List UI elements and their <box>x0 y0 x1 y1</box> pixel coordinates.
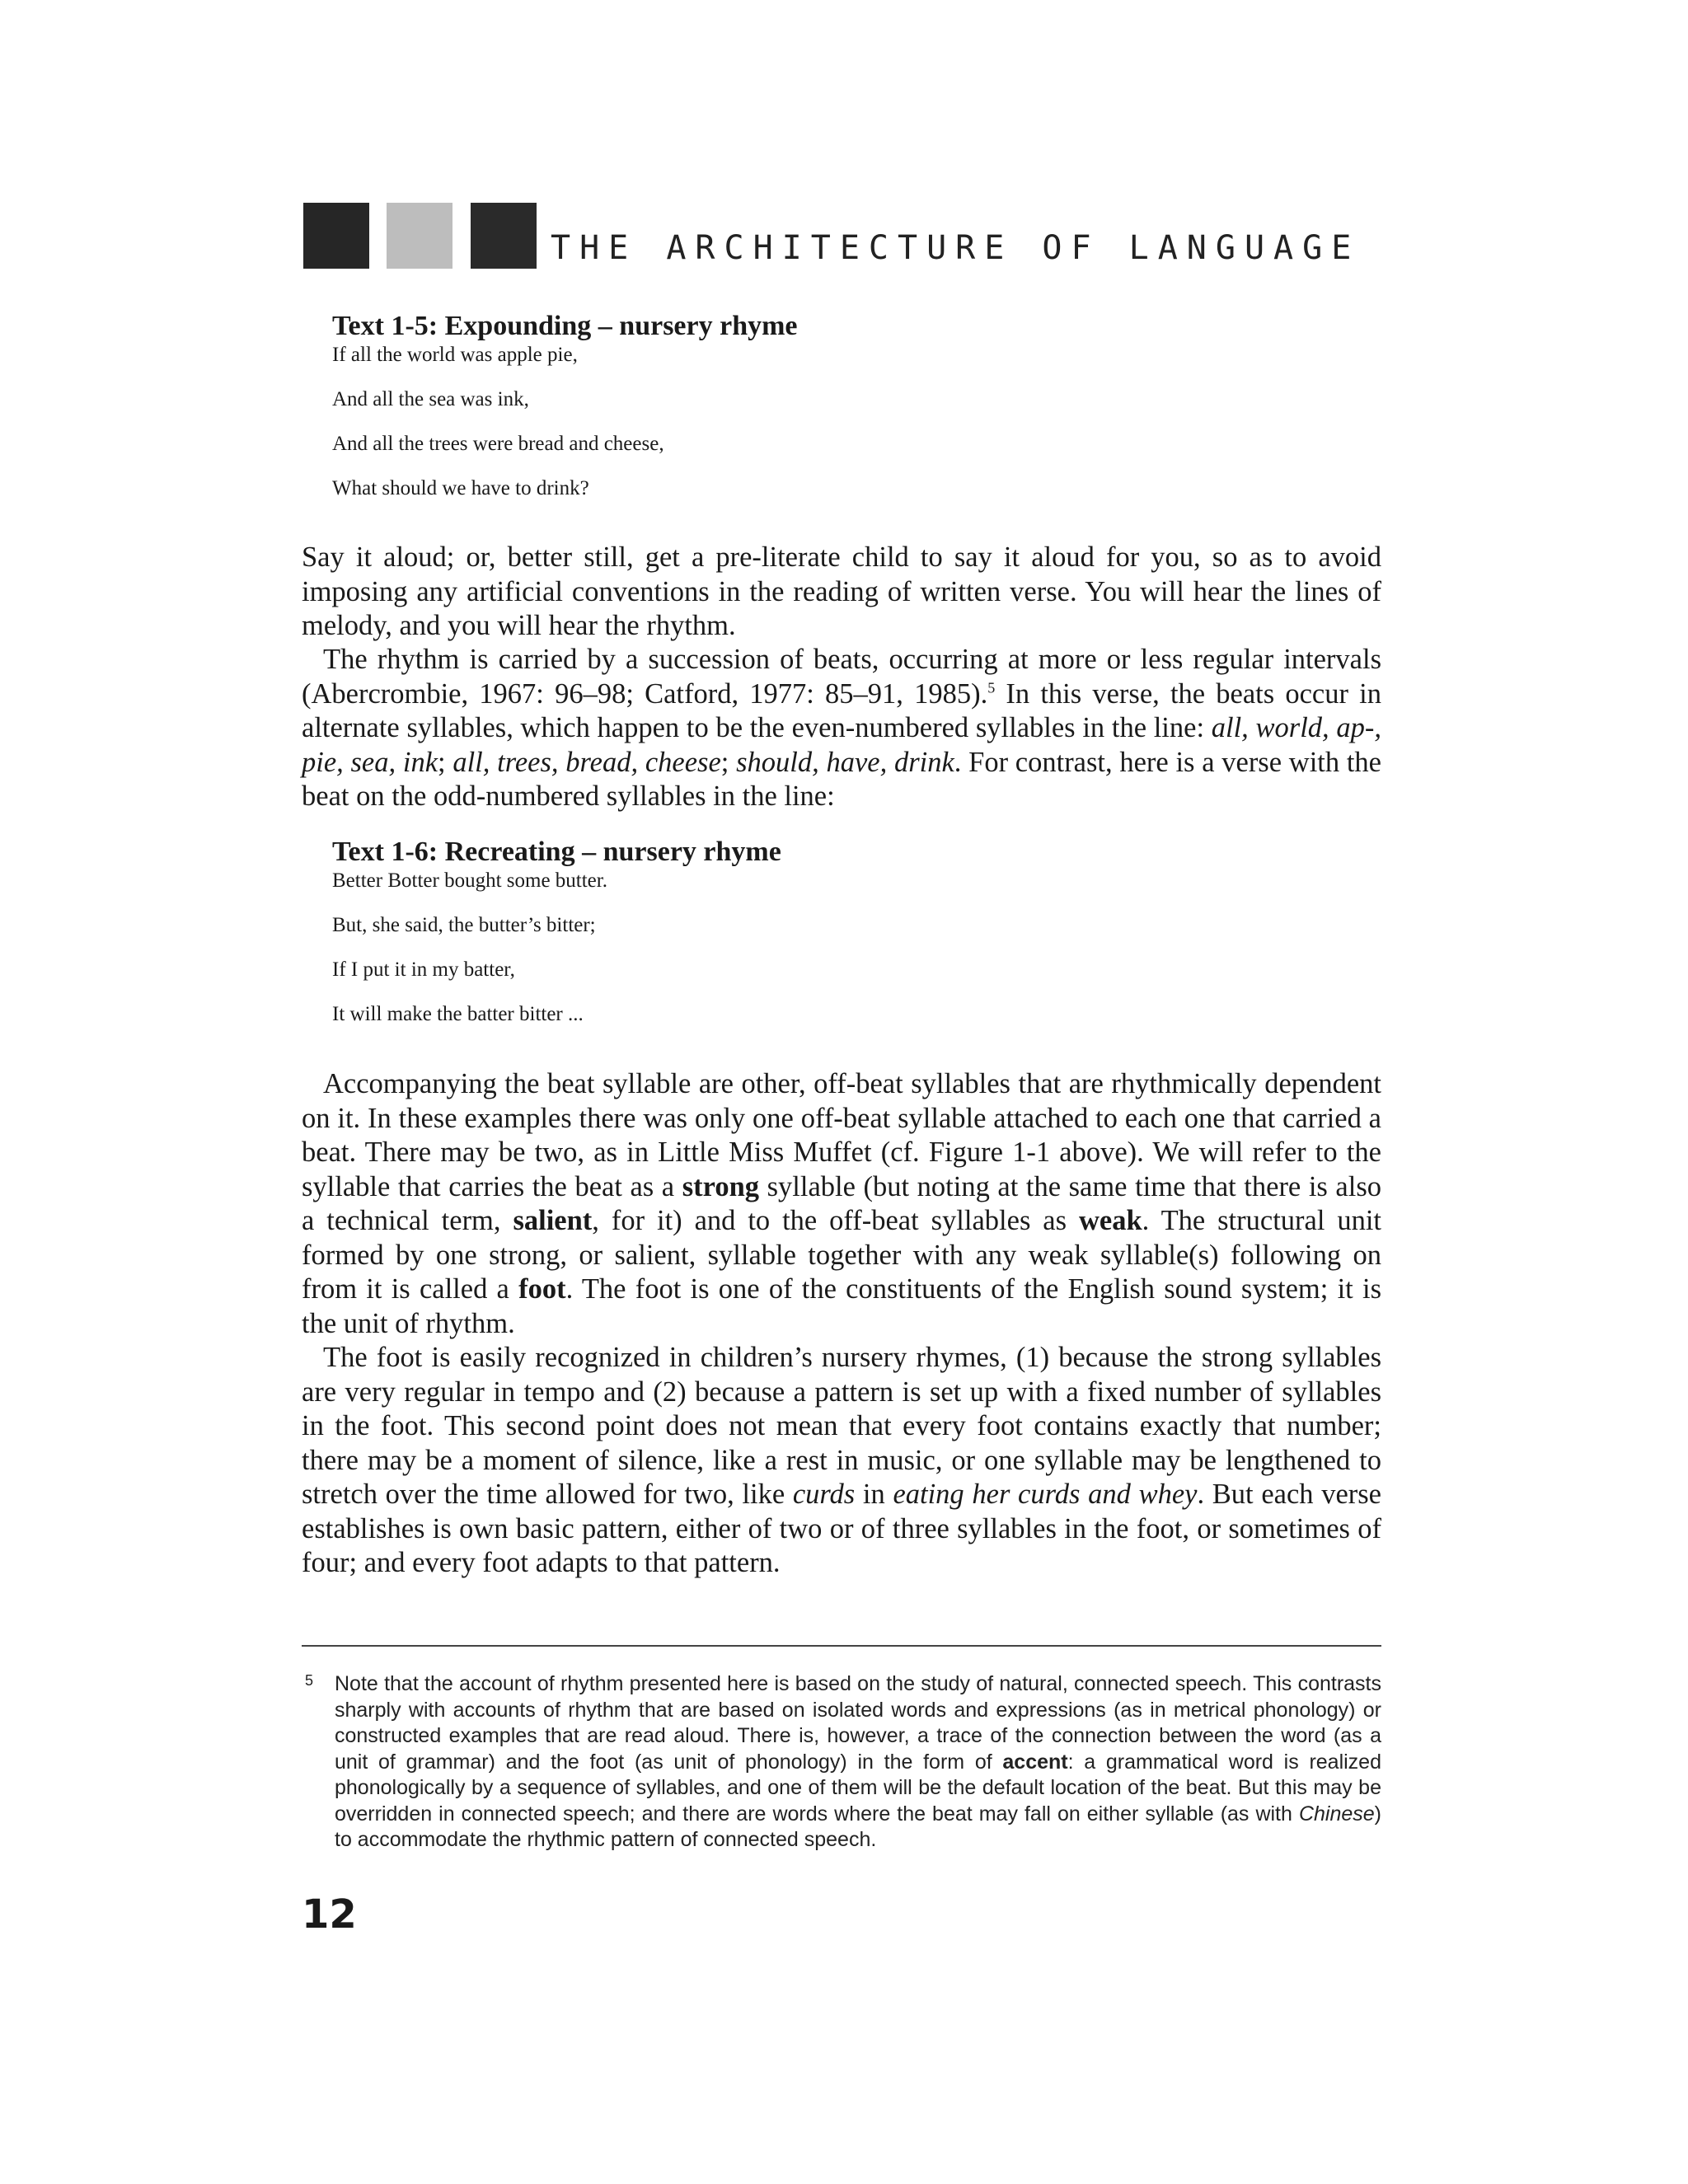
paragraph-text: In this verse, the beats occur in alternate syllables, which happen to be the even-numbered syllables in the line: <box>302 677 1381 743</box>
emphasis: curds <box>792 1479 856 1510</box>
term-bold: salient <box>513 1205 593 1236</box>
emphasis: all, world, ap-, pie, sea, ink <box>302 712 1382 778</box>
emphasis: should, have, drink <box>736 746 954 778</box>
running-title: THE ARCHITECTURE OF LANGUAGE <box>551 229 1361 267</box>
footnote-number: 5 <box>305 1672 314 1689</box>
paragraph-text: . The foot is one of the constituents of the English sound system; it is the unit of rhythm. <box>302 1273 1381 1339</box>
running-header <box>303 203 1375 269</box>
footnote-text-part: Note that the account of rhythm presented here is based on the study of natural, connected speech. This contrasts sharply with accounts of rhythm that are based on isolated words and expressions (as in metrical phonology) or constructed examples that are read aloud. There is, however, a trace of the connection between the word (as a unit of grammar) and the foot (as unit of phonology) in the form of <box>335 1672 1381 1774</box>
paragraph-text: . The structural unit formed by one strong, or salient, syllable together with any weak syllable(s) following on from it is called a <box>302 1205 1382 1305</box>
term-bold: accent <box>1002 1750 1068 1774</box>
verse-title: Text 1-6: Recreating – nursery rhyme <box>332 837 781 867</box>
verse-text-1-6 <box>332 836 1404 1027</box>
verse-line: It will make the batter bitter ... <box>332 1003 584 1025</box>
body-paragraph <box>302 541 1381 644</box>
term-bold: strong <box>682 1170 760 1202</box>
paragraph-text: . But each verse establishes is own basic pattern, either of two or of three syllables in the foot, or sometimes of four; and every foot adapts to that pattern. <box>302 1479 1381 1578</box>
paragraph-text: , for it) and to the off-beat syllables as <box>592 1205 1079 1236</box>
footnote <box>302 1671 1381 1854</box>
footnote-text-part: ) to accommodate the rhythmic pattern of connected speech. <box>335 1802 1381 1851</box>
term-bold: weak <box>1078 1205 1142 1236</box>
header-square-dark-2 <box>471 203 537 269</box>
emphasis: all, trees, bread, cheese <box>452 746 721 778</box>
verse-line: But, she said, the butter’s bitter; <box>332 914 596 936</box>
page-number: 12 <box>302 1891 357 1938</box>
body-paragraph <box>302 643 1381 814</box>
verse-line: Better Botter bought some butter. <box>332 869 607 892</box>
paragraph-text: Accompanying the beat syllable are other, off-beat syllables that are rhythmically dependent on it. In these examples there was only one off-beat syllable attached to each one that carried a beat. There may be two, as in Little Miss Muffet (cf. Figure 1-1 above). We will refer to the syllable that carries the beat as a <box>302 1068 1381 1202</box>
footnote-divider <box>302 1645 1381 1647</box>
header-square-light <box>387 203 452 269</box>
paragraph-text: . For contrast, here is a verse with the beat on the odd-numbered syllables in the line: <box>302 746 1381 812</box>
verse-title: Text 1-5: Expounding – nursery rhyme <box>332 311 798 341</box>
footnote-reference[interactable]: 5 <box>987 679 996 696</box>
paragraph-text: Say it aloud; or, better still, get a pre-literate child to say it aloud for you, so as to avoid imposing any artificial conventions in the reading of written verse. You will hear the lines of melody, and you will hear the rhythm. <box>302 541 1381 641</box>
verse-line: And all the sea was ink, <box>332 388 529 410</box>
paragraph-text: The rhythm is carried by a succession of beats, occurring at more or less regular intervals (Abercrombie, 1967: 96–98; Catford, 1977: 85–91, 1985). <box>302 644 1381 710</box>
term-bold: foot <box>518 1273 566 1305</box>
verse-line: If I put it in my batter, <box>332 958 515 981</box>
footnote-text-part: : a grammatical word is realized phonologically by a sequence of syllables, and one of them will be the default location of the beat. But this may be overridden in connected speech; and there are words where the beat may fall on either syllable (as with <box>335 1750 1381 1825</box>
emphasis: eating her curds and whey <box>893 1479 1198 1510</box>
paragraph-text: The foot is easily recognized in children’s nursery rhymes, (1) because the strong syllables are very regular in tempo and (2) because a pattern is set up with a fixed number of syllables in the foot. This second point does not mean that every foot contains exactly that number; there may be a moment of silence, like a rest in music, or one syllable may be lengthened to stretch over the time allowed for two, like <box>302 1342 1381 1510</box>
body-paragraph <box>302 1341 1381 1581</box>
paragraph-text: ; <box>438 746 453 778</box>
paragraph-text: syllable (but noting at the same time that there is also a technical term, <box>302 1170 1381 1236</box>
body-paragraph <box>302 1067 1381 1341</box>
paragraph-text: in <box>855 1479 893 1510</box>
header-square-dark <box>303 203 369 269</box>
paragraph-text: ; <box>720 746 737 778</box>
emphasis: Chinese <box>1298 1802 1375 1825</box>
footnote-text <box>335 1671 1381 1854</box>
verse-line: And all the trees were bread and cheese, <box>332 433 664 455</box>
verse-text-1-5 <box>332 310 1404 501</box>
verse-line: What should we have to drink? <box>332 477 589 499</box>
verse-line: If all the world was apple pie, <box>332 344 578 366</box>
